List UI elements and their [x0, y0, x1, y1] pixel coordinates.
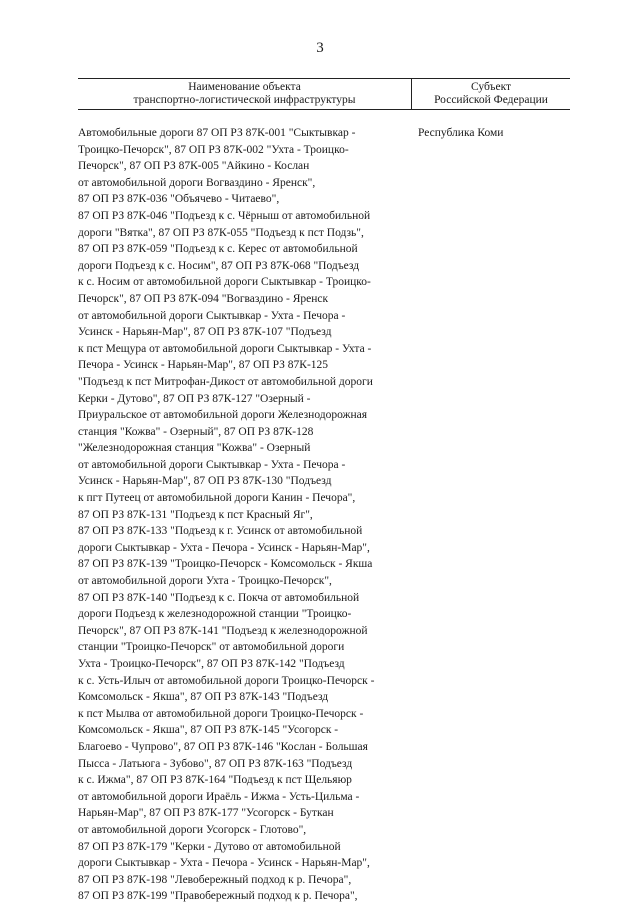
description-line: к пст Мылва от автомобильной дороги Троицко-Печорск -: [78, 707, 364, 720]
description-line: 87 ОП РЗ 87К-140 "Подъезд к с. Покча от автомобильной: [78, 591, 360, 604]
description-line: от автомобильной дороги Ираёль - Ижма - Усть-Цильма -: [78, 790, 360, 803]
description-line: дороги Сыктывкар - Ухта - Печора - Усинск - Нарьян-Мар",: [78, 541, 370, 554]
description-line: Благоево - Чупрово", 87 ОП РЗ 87К-146 "Кослан - Большая: [78, 740, 368, 753]
description-line: Усинск - Нарьян-Мар", 87 ОП РЗ 87К-107 "Подъезд: [78, 326, 332, 339]
description-line: 87 ОП РЗ 87К-046 "Подъезд к с. Чёрныш от автомобильной: [78, 209, 371, 222]
description-line: станции "Троицко-Печорск" от автомобильной дороги: [78, 641, 345, 654]
page-number: 3: [316, 40, 324, 56]
description-line: дороги Подъезд к железнодорожной станции "Троицко-: [78, 608, 352, 621]
description-line: 87 ОП РЗ 87К-059 "Подъезд к с. Керес от автомобильной: [78, 243, 358, 256]
description-line: Пысса - Латьюга - Зубово", 87 ОП РЗ 87К-163 "Подъезд: [78, 757, 353, 770]
description-line: от автомобильной дороги Вогваздино - Яренск",: [78, 176, 316, 189]
description-line: дороги Сыктывкар - Ухта - Печора - Усинск - Нарьян-Мар",: [78, 857, 370, 870]
description-line: Печорск", 87 ОП РЗ 87К-141 "Подъезд к железнодорожной: [78, 624, 368, 637]
table-header: [78, 78, 570, 110]
description-line: 87 ОП РЗ 87К-133 "Подъезд к г. Усинск от автомобильной: [78, 525, 363, 538]
description-line: к пгт Путеец от автомобильной дороги Канин - Печора",: [78, 492, 356, 505]
header-subject: Субъект Российской Федерации: [434, 81, 548, 106]
description-line: Печорск", 87 ОП РЗ 87К-094 "Вогваздино - Яренск: [78, 292, 329, 305]
description-line: станция "Кожва" - Озерный", 87 ОП РЗ 87К-128: [78, 425, 314, 438]
description-line: к пст Мещура от автомобильной дороги Сыктывкар - Ухта -: [78, 342, 372, 355]
description-line: от автомобильной дороги Усогорск - Глотово",: [78, 823, 307, 836]
description-line: 87 ОП РЗ 87К-198 "Левобережный подход к р. Печора",: [78, 873, 352, 886]
description-line: Комсомольск - Якша", 87 ОП РЗ 87К-143 "Подъезд: [78, 691, 329, 704]
header-object-name: Наименование объекта транспортно-логистической инфраструктуры: [133, 81, 356, 106]
description-line: Ухта - Троицко-Печорск", 87 ОП РЗ 87К-142 "Подъезд: [78, 658, 345, 670]
object-description: [78, 125, 410, 905]
description-line: Печорск", 87 ОП РЗ 87К-005 "Айкино - Кослан: [78, 160, 310, 173]
description-line: "Железнодорожная станция "Кожва" - Озерный: [78, 442, 311, 455]
description-line: Автомобильные дороги 87 ОП РЗ 87К-001 "Сыктывкар -: [78, 127, 356, 139]
description-line: 87 ОП РЗ 87К-199 "Правобережный подход к р. Печора",: [78, 890, 358, 903]
description-line: дороги Подъезд к с. Носим", 87 ОП РЗ 87К-068 "Подъезд: [78, 259, 360, 272]
description-line: 87 ОП РЗ 87К-036 "Объячево - Читаево",: [78, 193, 280, 206]
description-line: Усинск - Нарьян-Мар", 87 ОП РЗ 87К-130 "Подъезд: [78, 475, 332, 488]
description-line: от автомобильной дороги Сыктывкар - Ухта - Печора -: [78, 458, 346, 471]
description-line: "Подъезд к пст Митрофан-Дикост от автомобильной дороги: [78, 375, 373, 388]
description-line: от автомобильной дороги Ухта - Троицко-Печорск",: [78, 575, 332, 588]
description-line: 87 ОП РЗ 87К-139 "Троицко-Печорск - Комсомольск - Якша: [78, 558, 373, 571]
description-line: Керки - Дутово", 87 ОП РЗ 87К-127 "Озерный -: [78, 392, 311, 405]
description-line: к с. Ижма", 87 ОП РЗ 87К-164 "Подъезд к пст Щельяюр: [78, 774, 352, 787]
subject-name: Республика Коми: [418, 127, 504, 139]
description-line: Комсомольск - Якша", 87 ОП РЗ 87К-145 "Усогорск -: [78, 724, 339, 737]
description-line: Приуральское от автомобильной дороги Железнодорожная: [78, 409, 368, 422]
description-line: от автомобильной дороги Сыктывкар - Ухта - Печора -: [78, 309, 346, 322]
description-line: Нарьян-Мар", 87 ОП РЗ 87К-177 "Усогорск - Буткан: [78, 807, 334, 820]
description-line: 87 ОП РЗ 87К-179 "Керки - Дутово от автомобильной: [78, 840, 341, 853]
description-line: к с. Носим от автомобильной дороги Сыктывкар - Троицко-: [78, 276, 371, 289]
description-line: Печора - Усинск - Нарьян-Мар", 87 ОП РЗ 87К-125: [78, 359, 329, 372]
description-line: дороги "Вятка", 87 ОП РЗ 87К-055 "Подъезд к пст Подзь",: [78, 226, 364, 239]
description-line: Троицко-Печорск", 87 ОП РЗ 87К-002 "Ухта - Троицко-: [78, 143, 349, 156]
description-line: к с. Усть-Илыч от автомобильной дороги Троицко-Печорск -: [78, 674, 375, 687]
description-line: 87 ОП РЗ 87К-131 "Подъезд к пст Красный Яг",: [78, 508, 313, 521]
